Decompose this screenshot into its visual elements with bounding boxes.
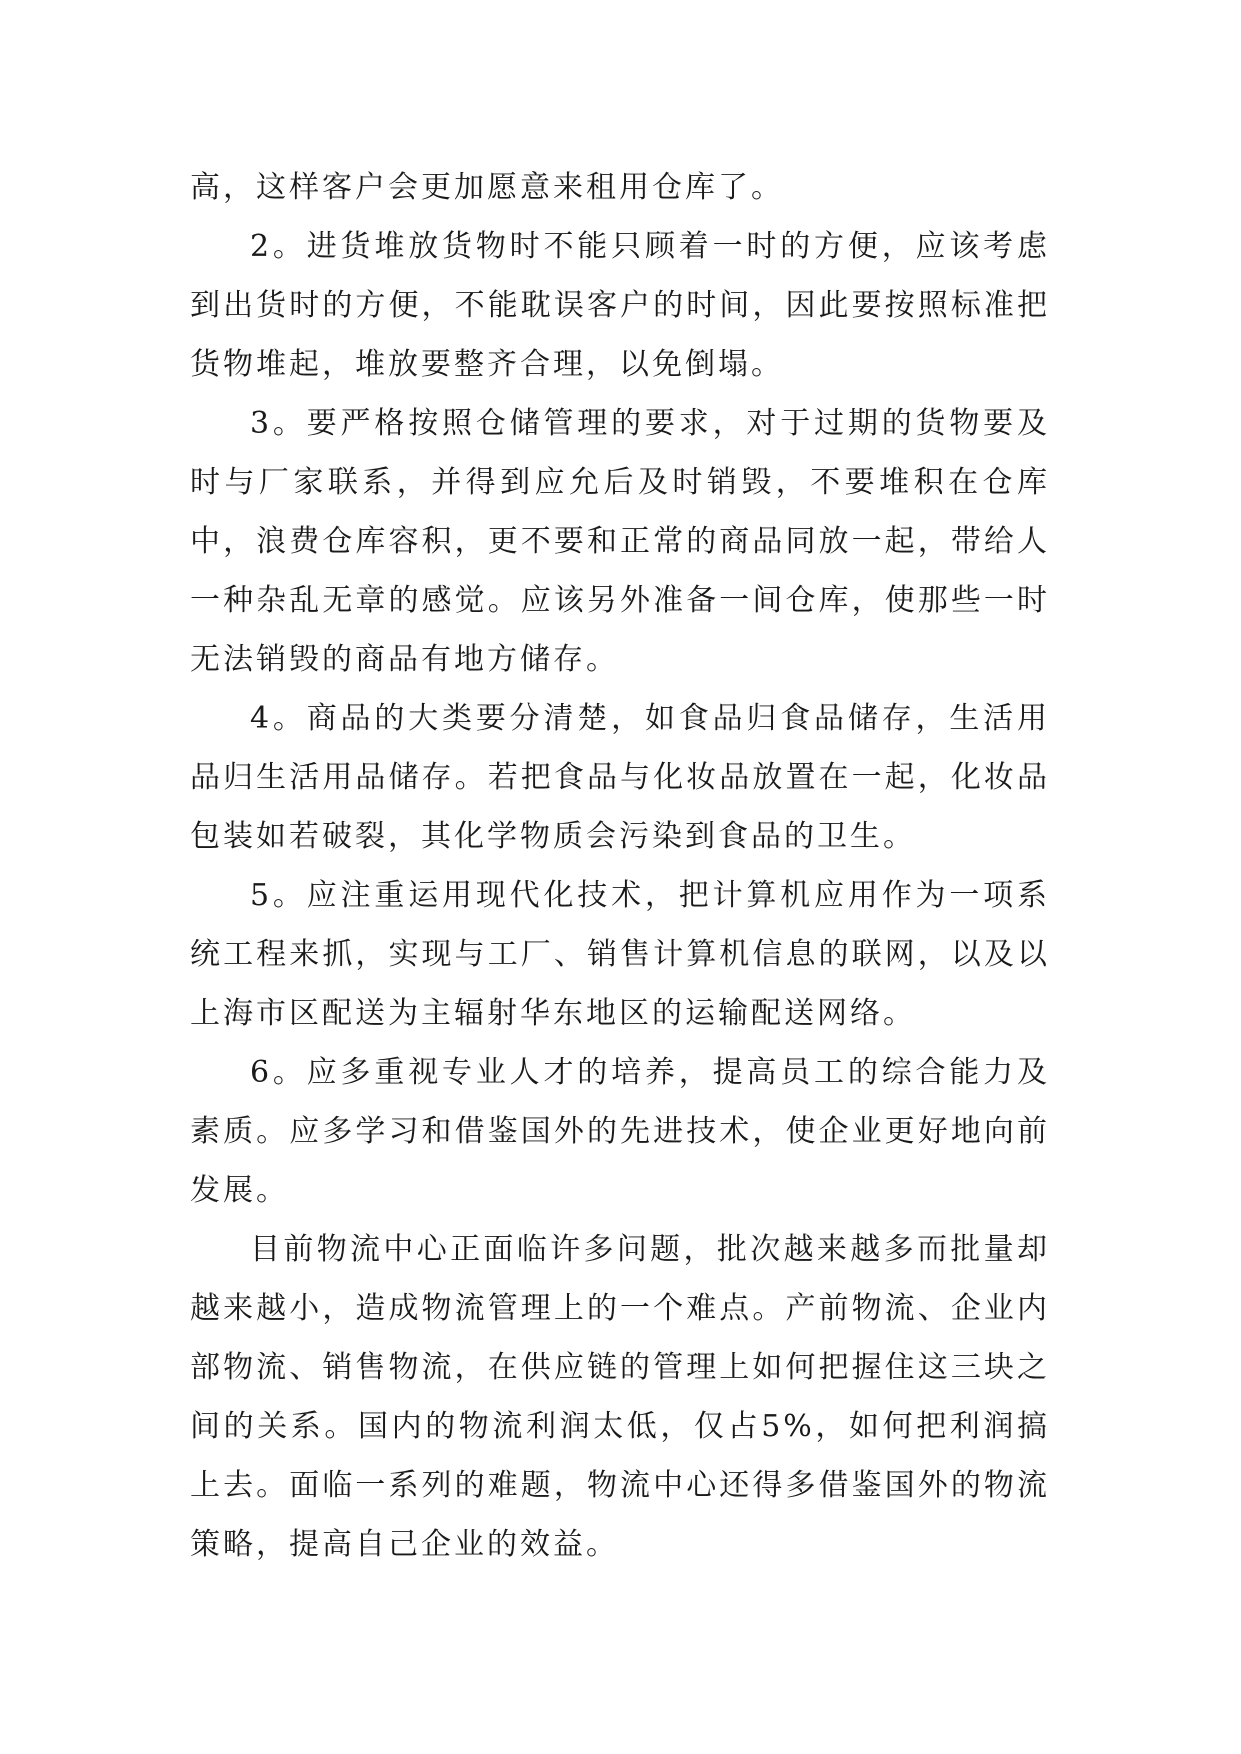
document-body xyxy=(190,158,1050,1574)
paragraph-item-2: 2。进货堆放货物时不能只顾着一时的方便，应该考虑到出货时的方便，不能耽误客户的时间，因此要按照标准把货物堆起，堆放要整齐合理，以免倒塌。 xyxy=(190,229,1050,382)
paragraph-continuation: 高，这样客户会更加愿意来租用仓库了。 xyxy=(190,170,784,205)
paragraph-item-6: 6。应多重视专业人才的培养，提高员工的综合能力及素质。应多学习和借鉴国外的先进技术，使企业更好地向前发展。 xyxy=(190,1055,1050,1208)
paragraph-item-4: 4。商品的大类要分清楚，如食品归食品储存，生活用品归生活用品储存。若把食品与化妆品放置在一起，化妆品包装如若破裂，其化学物质会污染到食品的卫生。 xyxy=(190,701,1050,854)
paragraph-item-5: 5。应注重运用现代化技术，把计算机应用作为一项系统工程来抓，实现与工厂、销售计算机信息的联网，以及以上海市区配送为主辐射华东地区的运输配送网络。 xyxy=(190,878,1050,1031)
paragraph-conclusion: 目前物流中心正面临许多问题，批次越来越多而批量却越来越小，造成物流管理上的一个难点。产前物流、企业内部物流、销售物流，在供应链的管理上如何把握住这三块之间的关系。国内的物流利润太低，仅占5%，如何把利润搞上去。面临一系列的难题，物流中心还得多借鉴国外的物流策略，提高自己企业的效益。 xyxy=(190,1232,1050,1562)
paragraph-item-3: 3。要严格按照仓储管理的要求，对于过期的货物要及时与厂家联系，并得到应允后及时销毁，不要堆积在仓库中，浪费仓库容积，更不要和正常的商品同放一起，带给人一种杂乱无章的感觉。应该另外准备一间仓库，使那些一时无法销毁的商品有地方储存。 xyxy=(190,406,1050,677)
